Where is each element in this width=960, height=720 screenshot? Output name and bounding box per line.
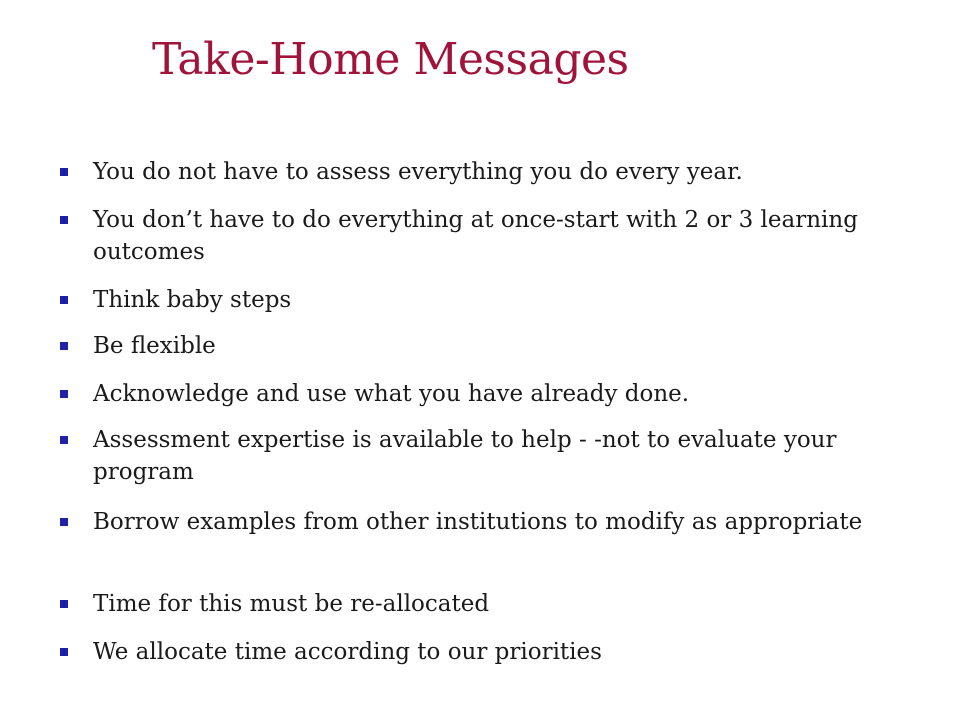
bullet-text: Acknowledge and use what you have already done. xyxy=(93,381,690,407)
square-bullet-icon xyxy=(60,518,68,526)
square-bullet-icon xyxy=(60,600,68,608)
bullet-text: Be flexible xyxy=(93,333,216,359)
square-bullet-icon xyxy=(60,436,68,444)
square-bullet-icon xyxy=(60,390,68,398)
bullet-text: Time for this must be re-allocated xyxy=(93,591,490,617)
square-bullet-icon xyxy=(60,648,68,656)
square-bullet-icon xyxy=(60,168,68,176)
square-bullet-icon xyxy=(60,342,68,350)
bullet-text: You don’t have to do everything at once-start with 2 or 3 learning outcomes xyxy=(93,207,858,265)
bullet-text: We allocate time according to our priorities xyxy=(93,639,602,665)
bullet-text: You do not have to assess everything you do every year. xyxy=(93,159,743,185)
square-bullet-icon xyxy=(60,296,68,304)
slide-title: Take-Home Messages xyxy=(152,34,629,85)
bullet-text: Assessment expertise is available to help - -not to evaluate your program xyxy=(93,427,837,485)
bullet-text: Think baby steps xyxy=(93,287,292,313)
bullet-text: Borrow examples from other institutions to modify as appropriate xyxy=(93,509,863,535)
square-bullet-icon xyxy=(60,216,68,224)
